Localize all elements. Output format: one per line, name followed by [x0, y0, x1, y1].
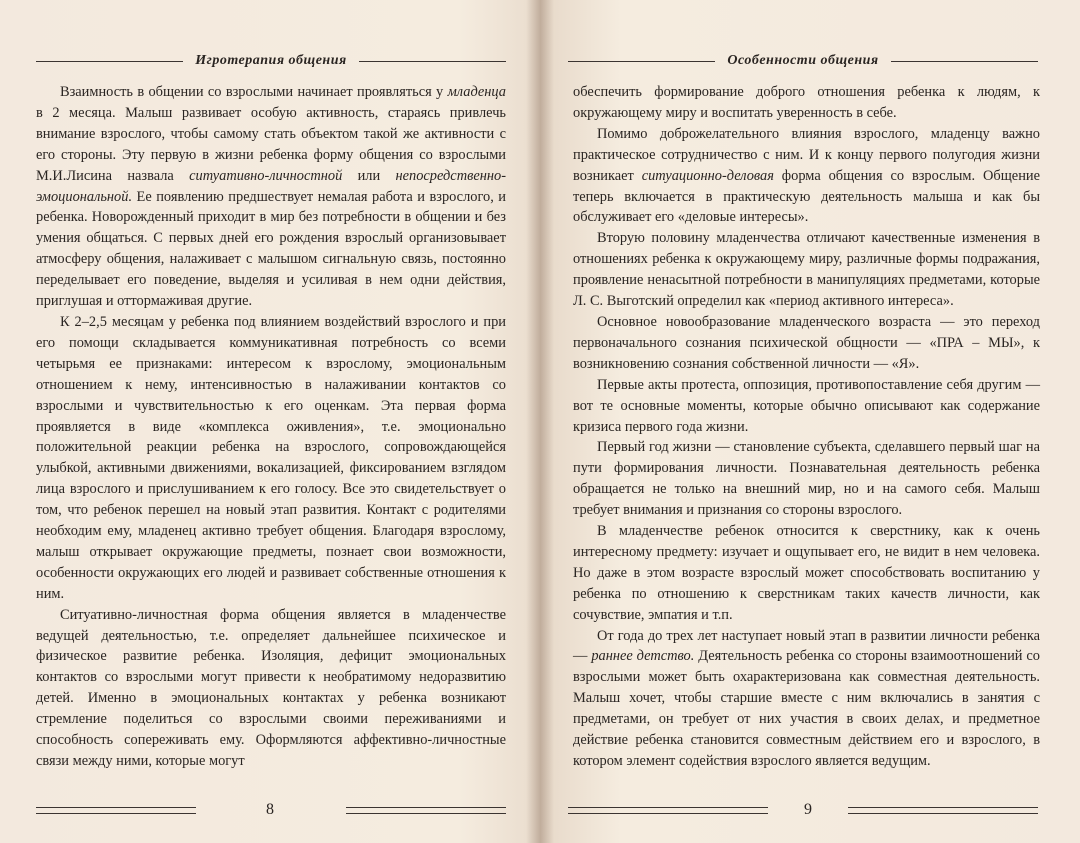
- paragraph: [573, 437, 1040, 521]
- paragraph: [573, 124, 1040, 229]
- paragraph: [36, 82, 506, 312]
- text-run: Ее появлению предшествует немалая работа и взрослого, и ребенка. Новорожденный приходит в мир без потребности в общении и без умения общаться. С первых дней его рождения взрослый организовывает атмосферу общения, налаживает с малышом сигнальную связь, постоянно переделывает его поведение, выделяя и усиливая в нем одни действия, приглушая и оттормаживая другие.: [36, 188, 506, 310]
- book-gutter: [526, 0, 554, 843]
- emphasized-term: младенца: [447, 84, 506, 100]
- header-rule: [568, 61, 715, 62]
- page-number: 9: [804, 801, 812, 818]
- text-run: Первые акты протеста, оппозиция, противопоставление себя другим — вот те основные моменты, которые обычно описывают как содержание кризиса первого года жизни.: [573, 376, 1040, 435]
- text-run: Вторую половину младенчества отличают качественные изменения в отношениях ребенка к окружающему миру, различные формы подражания, проявление ненасытной потребности в манипуляциях предметами, которые Л. С. Выготский определил как «период активного интереса».: [573, 230, 1040, 310]
- running-header-right: [568, 50, 1038, 72]
- emphasized-term: ситуационно-деловая: [641, 167, 774, 184]
- header-rule: [359, 61, 506, 62]
- paragraph: [36, 312, 506, 605]
- body-text-right: [573, 82, 1040, 772]
- paragraph: [36, 605, 506, 772]
- text-run: Первый год жизни — становление субъекта, сделавшего первый шаг на пути формирования личности. Познавательная деятельность ребенка обращается не только на внешний мир, но и на самого себя. Малыш требует внимания и признания со стороны взрослого.: [573, 439, 1040, 519]
- running-title: Особенности общения: [727, 53, 879, 68]
- text-run: К 2–2,5 месяцам у ребенка под влиянием воздействий взрослого и при его помощи складывается коммуникативная потребность со всеми четырьмя ее признаками: интересом к взрослому, эмоциональным отношением к нему, интенсивностью в налаживании контактов со взрослыми и чувствительностью к его оценкам. Эта первая форма проявляется в виде «комплекса оживления», т.е. эмоционально положительной реакции ребенка на взрослого, сопровождающейся улыбкой, активными движениями, вокализацией, фиксированием взглядом лица взрослого и прислушиванием к его голосу. Все это свидетельствует о том, что ребенок перешел на новый этап развития. Контакт с родителями необходим ему, младенец активно требует общения. Благодаря взрослому, малыш открывает окружающие предметы, познает свои возможности, особенности окружающих его людей и развивает собственные отношения к ним.: [36, 313, 506, 602]
- paragraph: [573, 312, 1040, 375]
- footer-double-rule: [36, 807, 196, 814]
- text-run: или: [342, 167, 396, 184]
- running-header-left: [36, 50, 506, 72]
- paragraph: [573, 82, 1040, 124]
- header-rule: [36, 61, 183, 62]
- text-run: Основное новообразование младенческого возраста — это переход первоначального сознания психической общности — «ПРА – МЫ», к возникновению сознания собственной личности — «Я».: [573, 313, 1040, 372]
- page-number: 8: [266, 801, 274, 818]
- text-run: Ситуативно-личностная форма общения является в младенчестве ведущей деятельностью, т.е. определяет дальнейшее психическое и физическое развитие ребенка. Изоляция, дефицит эмоциональных контактов со взрослыми могут привести к необратимому недоразвитию детей. Именно в эмоциональных контактах у ребенка возникают стремление поделиться со взрослыми своими переживаниями и способность сопереживать ему. Оформляются аффективно-личностные связи между ними, которые могут: [36, 606, 506, 769]
- footer-double-rule: [848, 807, 1038, 814]
- emphasized-term: непосредственно-эмоциональной.: [36, 167, 506, 205]
- emphasized-term: ситуативно-личностной: [189, 167, 343, 184]
- text-run: Взаимность в общении со взрослыми начинает проявляться у: [60, 84, 448, 100]
- text-run: В младенчестве ребенок относится к сверстнику, как к очень интересному предмету: изучает и ощупывает его, не видит в нем человека. Но даже в этом возрасте взрослый может способствовать воспитанию у ребенка по отношению к сверстникам таких качеств личности, как сочувствие, эмпатия и т.п.: [573, 523, 1040, 623]
- text-run: От года до трех лет наступает новый этап в развитии личности ребенка —: [573, 627, 1040, 665]
- running-title: Игротерапия общения: [195, 53, 347, 68]
- paragraph: [573, 228, 1040, 312]
- paragraph: [573, 375, 1040, 438]
- paragraph: [573, 521, 1040, 626]
- text-run: форма общения со взрослым. Общение теперь включается в практическую деятельность малыша и как бы обслуживает его «деловые интересы».: [573, 167, 1040, 226]
- footer-double-rule: [346, 807, 506, 814]
- text-run: в 2 месяца. Малыш развивает особую активность, стараясь привлечь внимание взрослого, чтобы самому стать объектом такой же активности с его стороны. Эту первую в жизни ребенка форму общения со взрослыми М.И.Лисина назвала: [36, 104, 506, 184]
- page-footer-right: [568, 797, 1038, 823]
- page-footer-left: [36, 797, 506, 823]
- paragraph: [573, 626, 1040, 772]
- header-rule: [891, 61, 1038, 62]
- footer-double-rule: [568, 807, 768, 814]
- body-text-left: [36, 82, 506, 772]
- text-run: Помимо доброжелательного влияния взрослого, младенцу важно практическое сотрудничество с ним. И к концу первого полугодия жизни возникает: [573, 125, 1040, 184]
- text-run: обеспечить формирование доброго отношения ребенка к людям, к окружающему миру и воспитать уверенность в себе.: [573, 84, 1040, 121]
- emphasized-term: раннее детство.: [591, 648, 695, 665]
- text-run: Деятельность ребенка со стороны взаимоотношений со взрослыми может быть охарактеризована как совместная деятельность. Малыш хочет, чтобы старшие вместе с ним включались в занятия с предметами, он требует от них участия в своих делах, и предметное действие ребенка становится совместным действием его и взрослого, в котором элемент содействия взрослого является ведущим.: [573, 648, 1040, 769]
- right-page: [540, 0, 1080, 843]
